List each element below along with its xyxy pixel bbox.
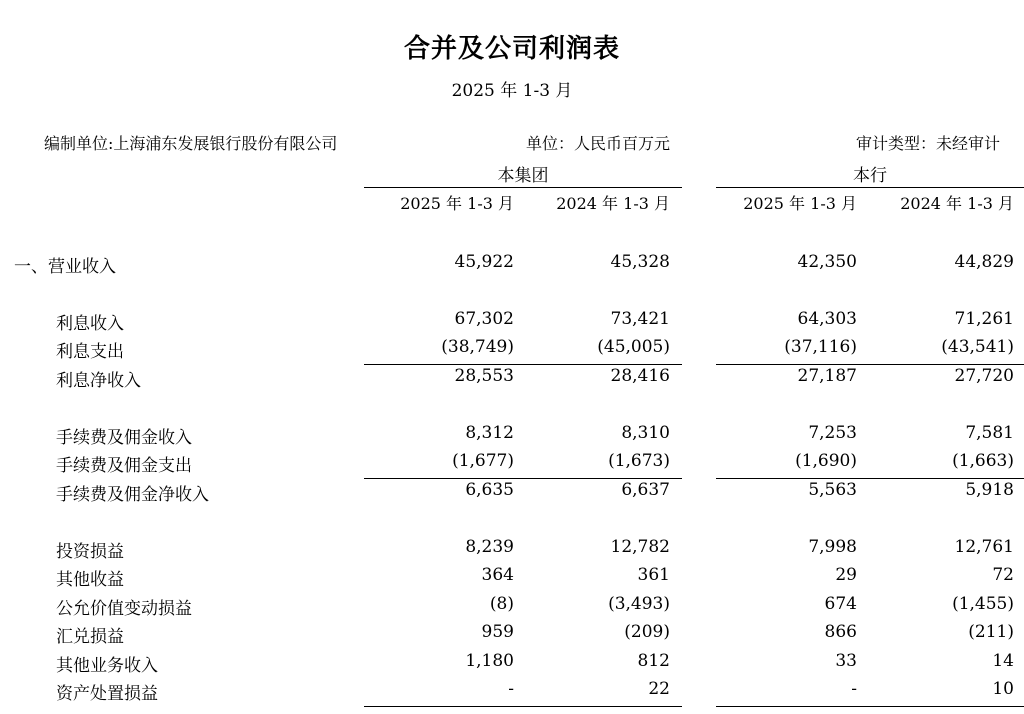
value-group-2025: 8,239 [465,537,514,557]
table-row-net-interest-income [0,366,1024,392]
audit-type: 审计类型：未经审计 [855,134,1000,153]
table-row-asset-disposal [0,679,1024,705]
value-group-2024: 22 [648,679,670,699]
row-label: 汇兑损益 [56,627,124,647]
value-group-2025: - [508,679,514,699]
report-title: 合并及公司利润表 [403,34,620,64]
value-bank-2025: 29 [835,565,857,585]
value-bank-2024: 10 [992,679,1014,699]
table-row-exchange-gain [0,622,1024,648]
value-group-2025: 1,180 [465,651,514,671]
value-group-2025: (1,677) [452,451,514,471]
table-row-net-fee-income [0,480,1024,506]
value-group-2024: 6,637 [621,480,670,500]
row-label: 投资损益 [56,542,124,562]
value-bank-2025: 5,563 [808,480,857,500]
subtotal-line-interest-group [364,364,682,365]
value-bank-2025: 7,253 [808,423,857,443]
value-group-2024: 73,421 [610,309,670,329]
row-label: 手续费及佣金净收入 [56,485,209,505]
column-header-group-2024: 2024 年 1-3 月 [556,194,670,213]
value-bank-2024: 44,829 [954,252,1014,272]
row-label: 利息收入 [56,314,124,334]
value-bank-2025: 33 [835,651,857,671]
group-underline-bank [716,187,1024,188]
table-row-other-business-income [0,651,1024,677]
row-label: 手续费及佣金收入 [56,428,192,448]
column-header-bank-2024: 2024 年 1-3 月 [900,194,1014,213]
column-header-group-2025: 2025 年 1-3 月 [400,194,514,213]
group-header-consolidated: 本集团 [497,166,549,186]
value-group-2024: (3,493) [608,594,670,614]
value-group-2024: (209) [624,622,670,642]
value-bank-2025: 7,998 [808,537,857,557]
currency-unit: 单位：人民币百万元 [526,134,671,153]
value-group-2025: 28,553 [454,366,514,386]
row-label: 利息净收入 [56,371,141,391]
value-bank-2025: 64,303 [797,309,857,329]
table-row-interest-expense [0,337,1024,363]
value-bank-2024: 5,918 [965,480,1014,500]
value-group-2024: (45,005) [597,337,670,357]
value-bank-2025: 27,187 [797,366,857,386]
value-bank-2024: 27,720 [954,366,1014,386]
row-label: 其他收益 [56,570,124,590]
row-label: 利息支出 [56,342,124,362]
subtotal-line-interest-bank [716,364,1024,365]
bottom-line-group [364,706,682,707]
value-group-2025: 6,635 [465,480,514,500]
table-row-investment-income [0,537,1024,563]
value-bank-2024: 72 [992,565,1014,585]
value-group-2024: 361 [637,565,670,585]
value-group-2024: 45,328 [610,252,670,272]
bottom-line-bank [716,706,1024,707]
value-group-2025: (38,749) [441,337,514,357]
value-group-2024: 12,782 [610,537,670,557]
value-bank-2025: (1,690) [795,451,857,471]
row-label: 手续费及佣金支出 [56,456,192,476]
table-row-fair-value-change [0,594,1024,620]
table-row-other-income [0,565,1024,591]
value-bank-2024: 12,761 [954,537,1014,557]
group-underline-consolidated [364,187,682,188]
compiler-unit: 编制单位:上海浦东发展银行股份有限公司 [44,134,338,153]
value-bank-2024: 71,261 [954,309,1014,329]
value-group-2025: 8,312 [465,423,514,443]
subtotal-line-fee-group [364,478,682,479]
value-group-2024: 8,310 [621,423,670,443]
row-label: 公允价值变动损益 [56,599,192,619]
row-label: 一、营业收入 [14,257,116,277]
value-group-2025: 45,922 [454,252,514,272]
value-bank-2025: - [851,679,857,699]
subtotal-line-fee-bank [716,478,1024,479]
value-bank-2024: 7,581 [965,423,1014,443]
value-group-2024: 812 [637,651,670,671]
table-row-operating-income [0,252,1024,278]
value-bank-2024: (43,541) [941,337,1014,357]
value-group-2024: (1,673) [608,451,670,471]
table-row-interest-income [0,309,1024,335]
column-header-bank-2025: 2025 年 1-3 月 [743,194,857,213]
value-group-2025: 67,302 [454,309,514,329]
value-group-2024: 28,416 [610,366,670,386]
value-bank-2024: (211) [968,622,1014,642]
value-bank-2025: 42,350 [797,252,857,272]
value-group-2025: (8) [489,594,514,614]
report-period: 2025 年 1-3 月 [451,81,573,101]
row-label: 资产处置损益 [56,684,158,704]
value-bank-2024: 14 [992,651,1014,671]
value-group-2025: 959 [481,622,514,642]
table-row-fee-expense [0,451,1024,477]
value-bank-2024: (1,663) [952,451,1014,471]
value-bank-2025: 674 [824,594,857,614]
row-label: 其他业务收入 [56,656,158,676]
table-row-fee-income [0,423,1024,449]
value-bank-2024: (1,455) [952,594,1014,614]
value-group-2025: 364 [481,565,514,585]
value-bank-2025: (37,116) [784,337,857,357]
value-bank-2025: 866 [824,622,857,642]
group-header-bank: 本行 [853,166,887,186]
